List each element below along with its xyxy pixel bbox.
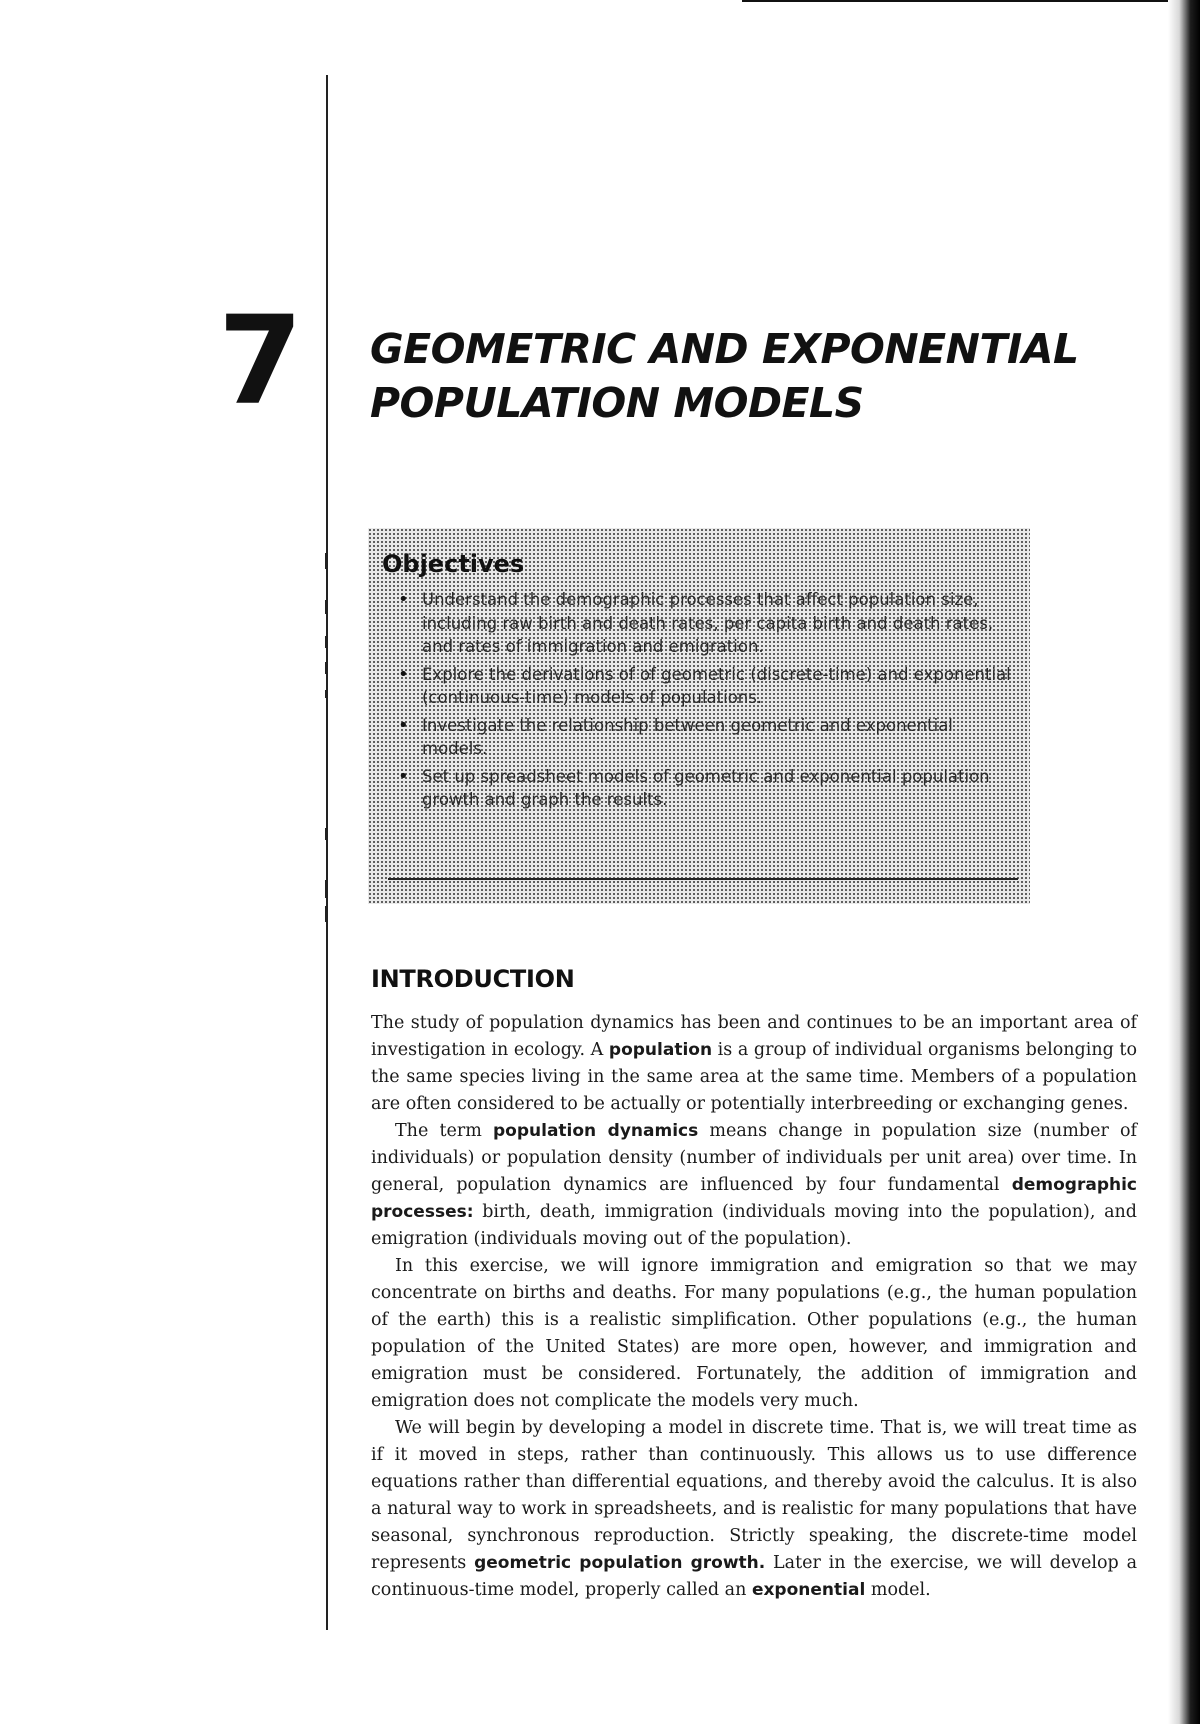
margin-tick <box>325 906 327 922</box>
margin-tick <box>325 828 327 840</box>
introduction-body <box>371 1010 1137 1604</box>
text-run: The term <box>395 1121 493 1141</box>
introduction-heading: INTRODUCTION <box>371 965 575 993</box>
text-run: The study of population dynamics has been and continues to be an important area of investigation in ecology. A <box>371 1013 1137 1060</box>
objectives-box <box>368 528 1030 904</box>
margin-tick <box>325 553 327 569</box>
chapter-title-line-1: GEOMETRIC AND EXPONENTIAL <box>370 325 1079 373</box>
text-run: We will begin by developing a model in discrete time. That is, we will treat time as if it moved in steps, rather than continuously. This allows us to use difference equations rather than differential equations, and thereby avoid the calculus. It is also a natural way to work in spreadsheets, and is realistic for many populations that have seasonal, synchronous reproduction. Strictly speaking, the discrete-time model represents <box>371 1418 1137 1573</box>
text-run: model. <box>865 1580 931 1600</box>
objectives-divider <box>388 878 1018 880</box>
term-exponential: exponential <box>751 1580 866 1600</box>
objective-item: • Investigate the relationship between geometric and exponential models. <box>382 714 1012 761</box>
paragraph-1 <box>371 1010 1137 1118</box>
paragraph-4 <box>371 1415 1137 1604</box>
chapter-number: 7 <box>218 290 303 432</box>
term-population: population <box>608 1040 713 1060</box>
objectives-heading: Objectives <box>382 550 525 578</box>
paragraph-2 <box>371 1118 1137 1253</box>
text-run: means change in population size (number of individuals) or population density (number of individuals per unit area) over time. In general, population dynamics are influenced by four fundamental <box>371 1121 1138 1195</box>
margin-tick <box>325 662 327 674</box>
objective-item: • Understand the demographic processes that affect population size, including raw birth and death rates, per capita birth and death rates, and rates of immigration and emigration. <box>382 588 1012 659</box>
scan-edge-shadow <box>1168 0 1200 1724</box>
objective-item: • Set up spreadsheet models of geometric and exponential population growth and graph the results. <box>382 765 1012 812</box>
term-geometric-growth: geometric population growth. <box>474 1553 766 1573</box>
term-population-dynamics: population dynamics <box>493 1121 699 1141</box>
objectives-list <box>382 588 1012 812</box>
margin-tick <box>325 600 327 614</box>
top-edge-rule <box>742 0 1200 2</box>
margin-tick <box>325 636 327 648</box>
text-run: is a group of individual organisms belonging to the same species living in the same area at the same time. Members of a population are often considered to be actually or potentially interbreeding or exchanging genes. <box>371 1040 1137 1114</box>
term-demographic-processes: demographic processes: <box>371 1175 1137 1222</box>
chapter-title-line-2: POPULATION MODELS <box>370 379 864 427</box>
paragraph-3: In this exercise, we will ignore immigration and emigration so that we may concentrate on births and deaths. For many populations (e.g., the human population of the earth) this is a realistic simplification. Other populations (e.g., the human population of the United States) are more open, however, and immigration and emigration must be considered. Fortunately, the addition of immigration and emigration does not complicate the models very much. <box>371 1256 1137 1411</box>
margin-rule <box>326 75 328 1630</box>
chapter-title <box>370 322 1130 430</box>
text-run: Later in the exercise, we will develop a continuous-time model, properly called an <box>371 1553 1137 1600</box>
margin-tick <box>325 690 327 698</box>
objective-item: • Explore the derivations of of geometric (discrete-time) and exponential (continuous-time) models of populations. <box>382 663 1012 710</box>
text-run: birth, death, immigration (individuals moving into the population), and emigration (individuals moving out of the population). <box>371 1202 1137 1249</box>
margin-tick <box>325 880 327 898</box>
